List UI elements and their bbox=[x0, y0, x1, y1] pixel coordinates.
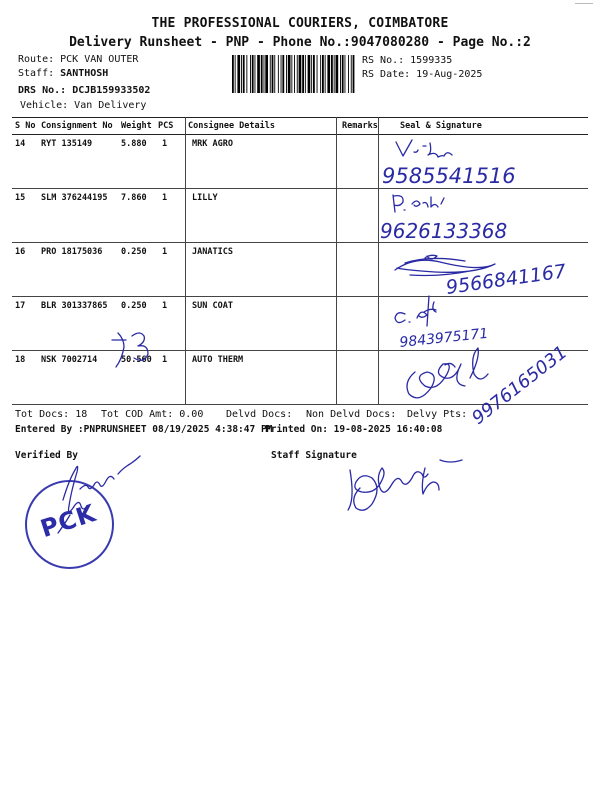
cell-sno: 14 bbox=[15, 139, 26, 149]
col-sno: S No bbox=[15, 121, 36, 131]
cell-consignment: PRO 18175036 bbox=[41, 247, 103, 257]
total-cod-amount: Tot COD Amt: 0.00 bbox=[101, 409, 204, 420]
drs-line bbox=[18, 85, 150, 96]
table-row bbox=[12, 188, 588, 243]
col-pcs: PCS bbox=[158, 121, 174, 131]
staff-value: SANTHOSH bbox=[60, 68, 109, 79]
table-row bbox=[12, 350, 588, 405]
stamp-text: PCK bbox=[37, 498, 100, 544]
non-delivered-docs: Non Delvd Docs: bbox=[306, 409, 397, 420]
cell-weight: 50.560 bbox=[121, 355, 152, 365]
column-divider bbox=[185, 117, 186, 405]
staff-signature bbox=[348, 460, 462, 510]
rs-number: RS No.: 1599335 bbox=[362, 55, 453, 66]
col-consignee: Consignee Details bbox=[188, 121, 275, 131]
drs-barcode bbox=[232, 55, 356, 93]
table-row bbox=[12, 242, 588, 297]
cell-sno: 16 bbox=[15, 247, 26, 257]
delivered-docs: Delvd Docs: bbox=[226, 409, 293, 420]
table-header bbox=[12, 117, 588, 135]
cell-pcs: 1 bbox=[162, 247, 168, 257]
cell-pcs: 1 bbox=[162, 355, 168, 365]
table-row bbox=[12, 296, 588, 351]
cell-weight: 0.250 bbox=[121, 301, 147, 311]
cell-consignment: RYT 135149 bbox=[41, 139, 93, 149]
cell-consignee: SUN COAT bbox=[192, 301, 233, 311]
col-consignment: Consignment No bbox=[41, 121, 113, 131]
cell-consignee: JANATICS bbox=[192, 247, 233, 257]
staff-line bbox=[18, 68, 108, 79]
cell-consignment: BLR 301337865 bbox=[41, 301, 108, 311]
cell-weight: 7.860 bbox=[121, 193, 147, 203]
row15-phone: 9626133368 bbox=[380, 219, 508, 243]
row16-phone: 9566841167 bbox=[444, 260, 568, 299]
col-weight: Weight bbox=[121, 121, 152, 131]
cell-consignee: MRK AGRO bbox=[192, 139, 233, 149]
cell-weight: 5.880 bbox=[121, 139, 147, 149]
route-label: Route: PCK VAN OUTER bbox=[18, 54, 139, 65]
runsheet-subtitle: Delivery Runsheet - PNP - Phone No.:9047080280 - Page No.:2 bbox=[69, 35, 531, 50]
entered-by: Entered By :PNPRUNSHEET 08/19/2025 4:38:47 PM bbox=[15, 424, 273, 435]
cell-weight: 0.250 bbox=[121, 247, 147, 257]
drs-value: DCJB159933502 bbox=[72, 85, 151, 96]
drs-label: DRS No.: bbox=[18, 85, 73, 96]
table-row bbox=[12, 134, 588, 189]
cell-pcs: 1 bbox=[162, 139, 168, 149]
total-docs: Tot Docs: 18 bbox=[15, 409, 88, 420]
col-remarks: Remarks bbox=[342, 121, 378, 131]
cell-sno: 18 bbox=[15, 355, 26, 365]
printed-on: Printed On: 19-08-2025 16:40:08 bbox=[265, 424, 443, 435]
cell-consignment: NSK 7002714 bbox=[41, 355, 98, 365]
company-title: THE PROFESSIONAL COURIERS, COIMBATORE bbox=[151, 16, 449, 31]
verified-by-label: Verified By bbox=[15, 450, 78, 461]
row17-phone: 9843975171 bbox=[398, 325, 490, 351]
rs-date: RS Date: 19-Aug-2025 bbox=[362, 69, 483, 80]
col-seal-signature: Seal & Signature bbox=[400, 121, 482, 131]
row18-phone: 9976165031 bbox=[468, 341, 572, 429]
cell-consignee: LILLY bbox=[192, 193, 218, 203]
column-divider bbox=[336, 117, 337, 405]
staff-signature-label: Staff Signature bbox=[271, 450, 357, 461]
cell-pcs: 1 bbox=[162, 301, 168, 311]
row14-phone: 9585541516 bbox=[382, 164, 516, 188]
scan-edge-mark bbox=[575, 3, 593, 4]
cell-pcs: 1 bbox=[162, 193, 168, 203]
cell-sno: 17 bbox=[15, 301, 26, 311]
cell-sno: 15 bbox=[15, 193, 26, 203]
cell-consignee: AUTO THERM bbox=[192, 355, 244, 365]
column-divider bbox=[378, 117, 379, 405]
delivery-points: Delvy Pts: bbox=[407, 409, 468, 420]
cell-consignment: SLM 376244195 bbox=[41, 193, 108, 203]
vehicle-label: Vehicle: Van Delivery bbox=[20, 100, 147, 111]
staff-label: Staff: bbox=[18, 68, 61, 79]
